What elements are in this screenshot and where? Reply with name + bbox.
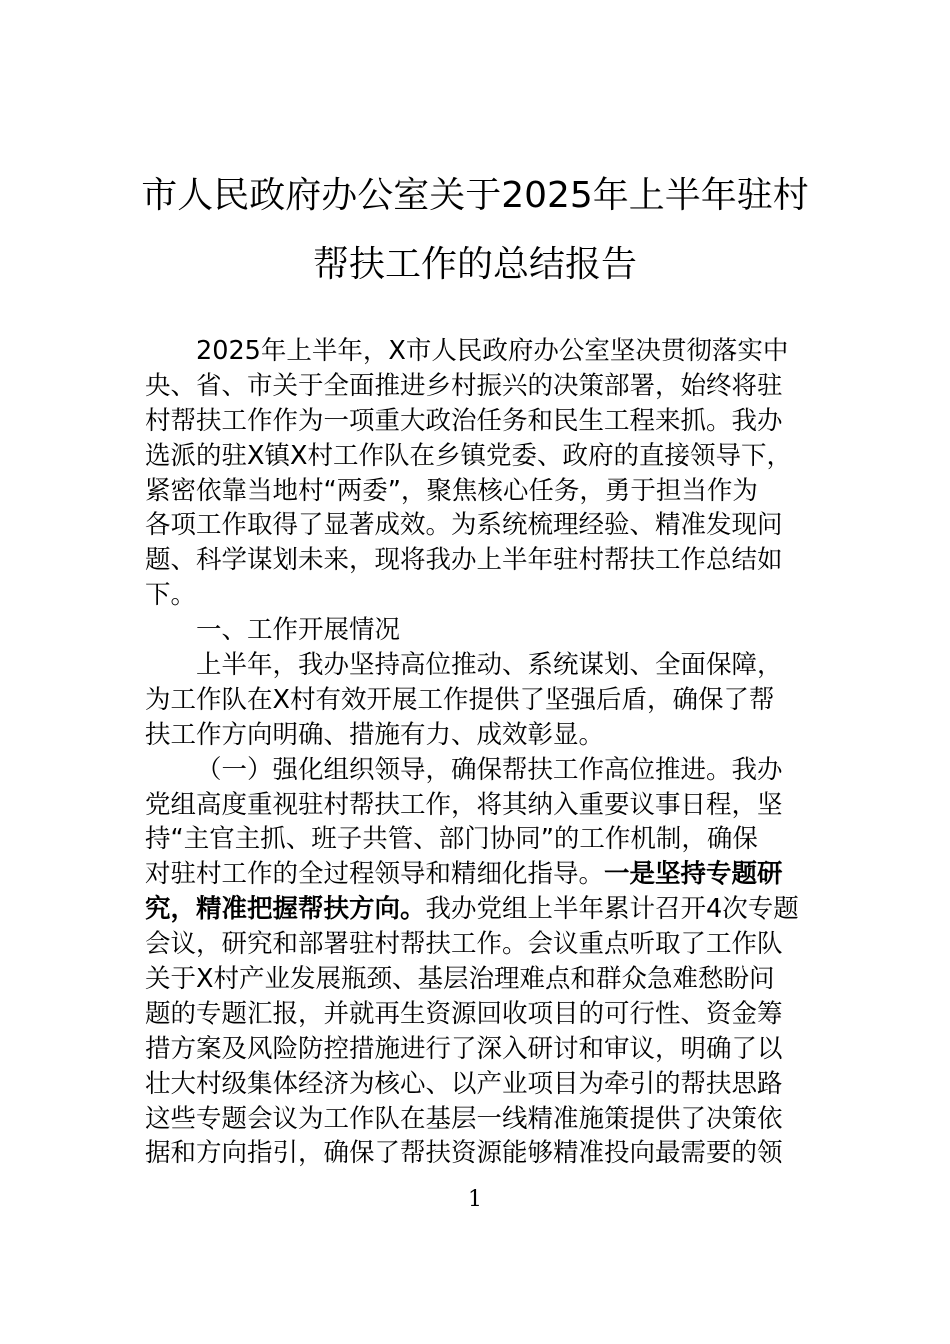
bold-emphasis: 究，精准把握帮扶方向。 [145,894,426,925]
paragraph-line: 据和方向指引，确保了帮扶资源能够精准投向最需要的领 [145,1138,783,1169]
paragraph-line [145,857,845,892]
paragraph-line: 持“主官主抓、班子共管、部门协同”的工作机制，确保 [145,824,758,855]
paragraph-line: 题、科学谋划未来，现将我办上半年驻村帮扶工作总结如 [145,545,783,576]
paragraph-line: 2025年上半年，X市人民政府办公室坚决贯彻落实中 [196,336,789,366]
paragraph-line: （一）强化组织领导，确保帮扶工作高位推进。我办 [196,754,783,785]
page-number: 1 [468,1187,482,1212]
paragraph-text: 对驻村工作的全过程领导和精细化指导。 [145,859,605,890]
paragraph-line: 措方案及风险防控措施进行了深入研讨和审议，明确了以 [145,1033,783,1064]
paragraph-line: 上半年，我办坚持高位推动、系统谋划、全面保障， [196,650,783,681]
paragraph-line: 扶工作方向明确、措施有力、成效彰显。 [145,719,605,750]
bold-emphasis: 一是坚持专题研 [604,859,783,890]
paragraph-line: 各项工作取得了显著成效。为系统梳理经验、精准发现问 [145,510,783,541]
paragraph-line: 下。 [145,580,197,611]
paragraph-line: 题的专题汇报，并就再生资源回收项目的可行性、资金筹 [145,998,783,1029]
paragraph-line [145,892,845,927]
paragraph-line: 村帮扶工作作为一项重大政治任务和民生工程来抓。我办 [145,405,783,436]
document-title-line-1: 市人民政府办公室关于2025年上半年驻村 [141,175,809,216]
paragraph-line: 紧密依靠当地村“两委”，聚焦核心任务，勇于担当作为 [145,475,758,506]
section-heading: 一、工作开展情况 [196,615,401,646]
paragraph-line: 选派的驻X镇X村工作队在乡镇党委、政府的直接领导下， [145,440,792,471]
paragraph-line: 壮大村级集体经济为核心、以产业项目为牵引的帮扶思路 [145,1068,783,1099]
document-body [145,334,845,1171]
paragraph-line: 这些专题会议为工作队在基层一线精准施策提供了决策依 [145,1103,783,1134]
paragraph-line: 为工作队在X村有效开展工作提供了坚强后盾，确保了帮 [145,684,775,715]
paragraph-text: 我办党组上半年累计召开4次专题 [425,894,799,925]
paragraph-line: 关于X村产业发展瓶颈、基层治理难点和群众急难愁盼问 [145,964,775,995]
paragraph-line: 党组高度重视驻村帮扶工作，将其纳入重要议事日程，坚 [145,789,783,820]
paragraph-line: 央、省、市关于全面推进乡村振兴的决策部署，始终将驻 [145,370,783,401]
document-title-line-2: 帮扶工作的总结报告 [312,244,637,285]
paragraph-line: 会议，研究和部署驻村帮扶工作。会议重点听取了工作队 [145,929,783,960]
